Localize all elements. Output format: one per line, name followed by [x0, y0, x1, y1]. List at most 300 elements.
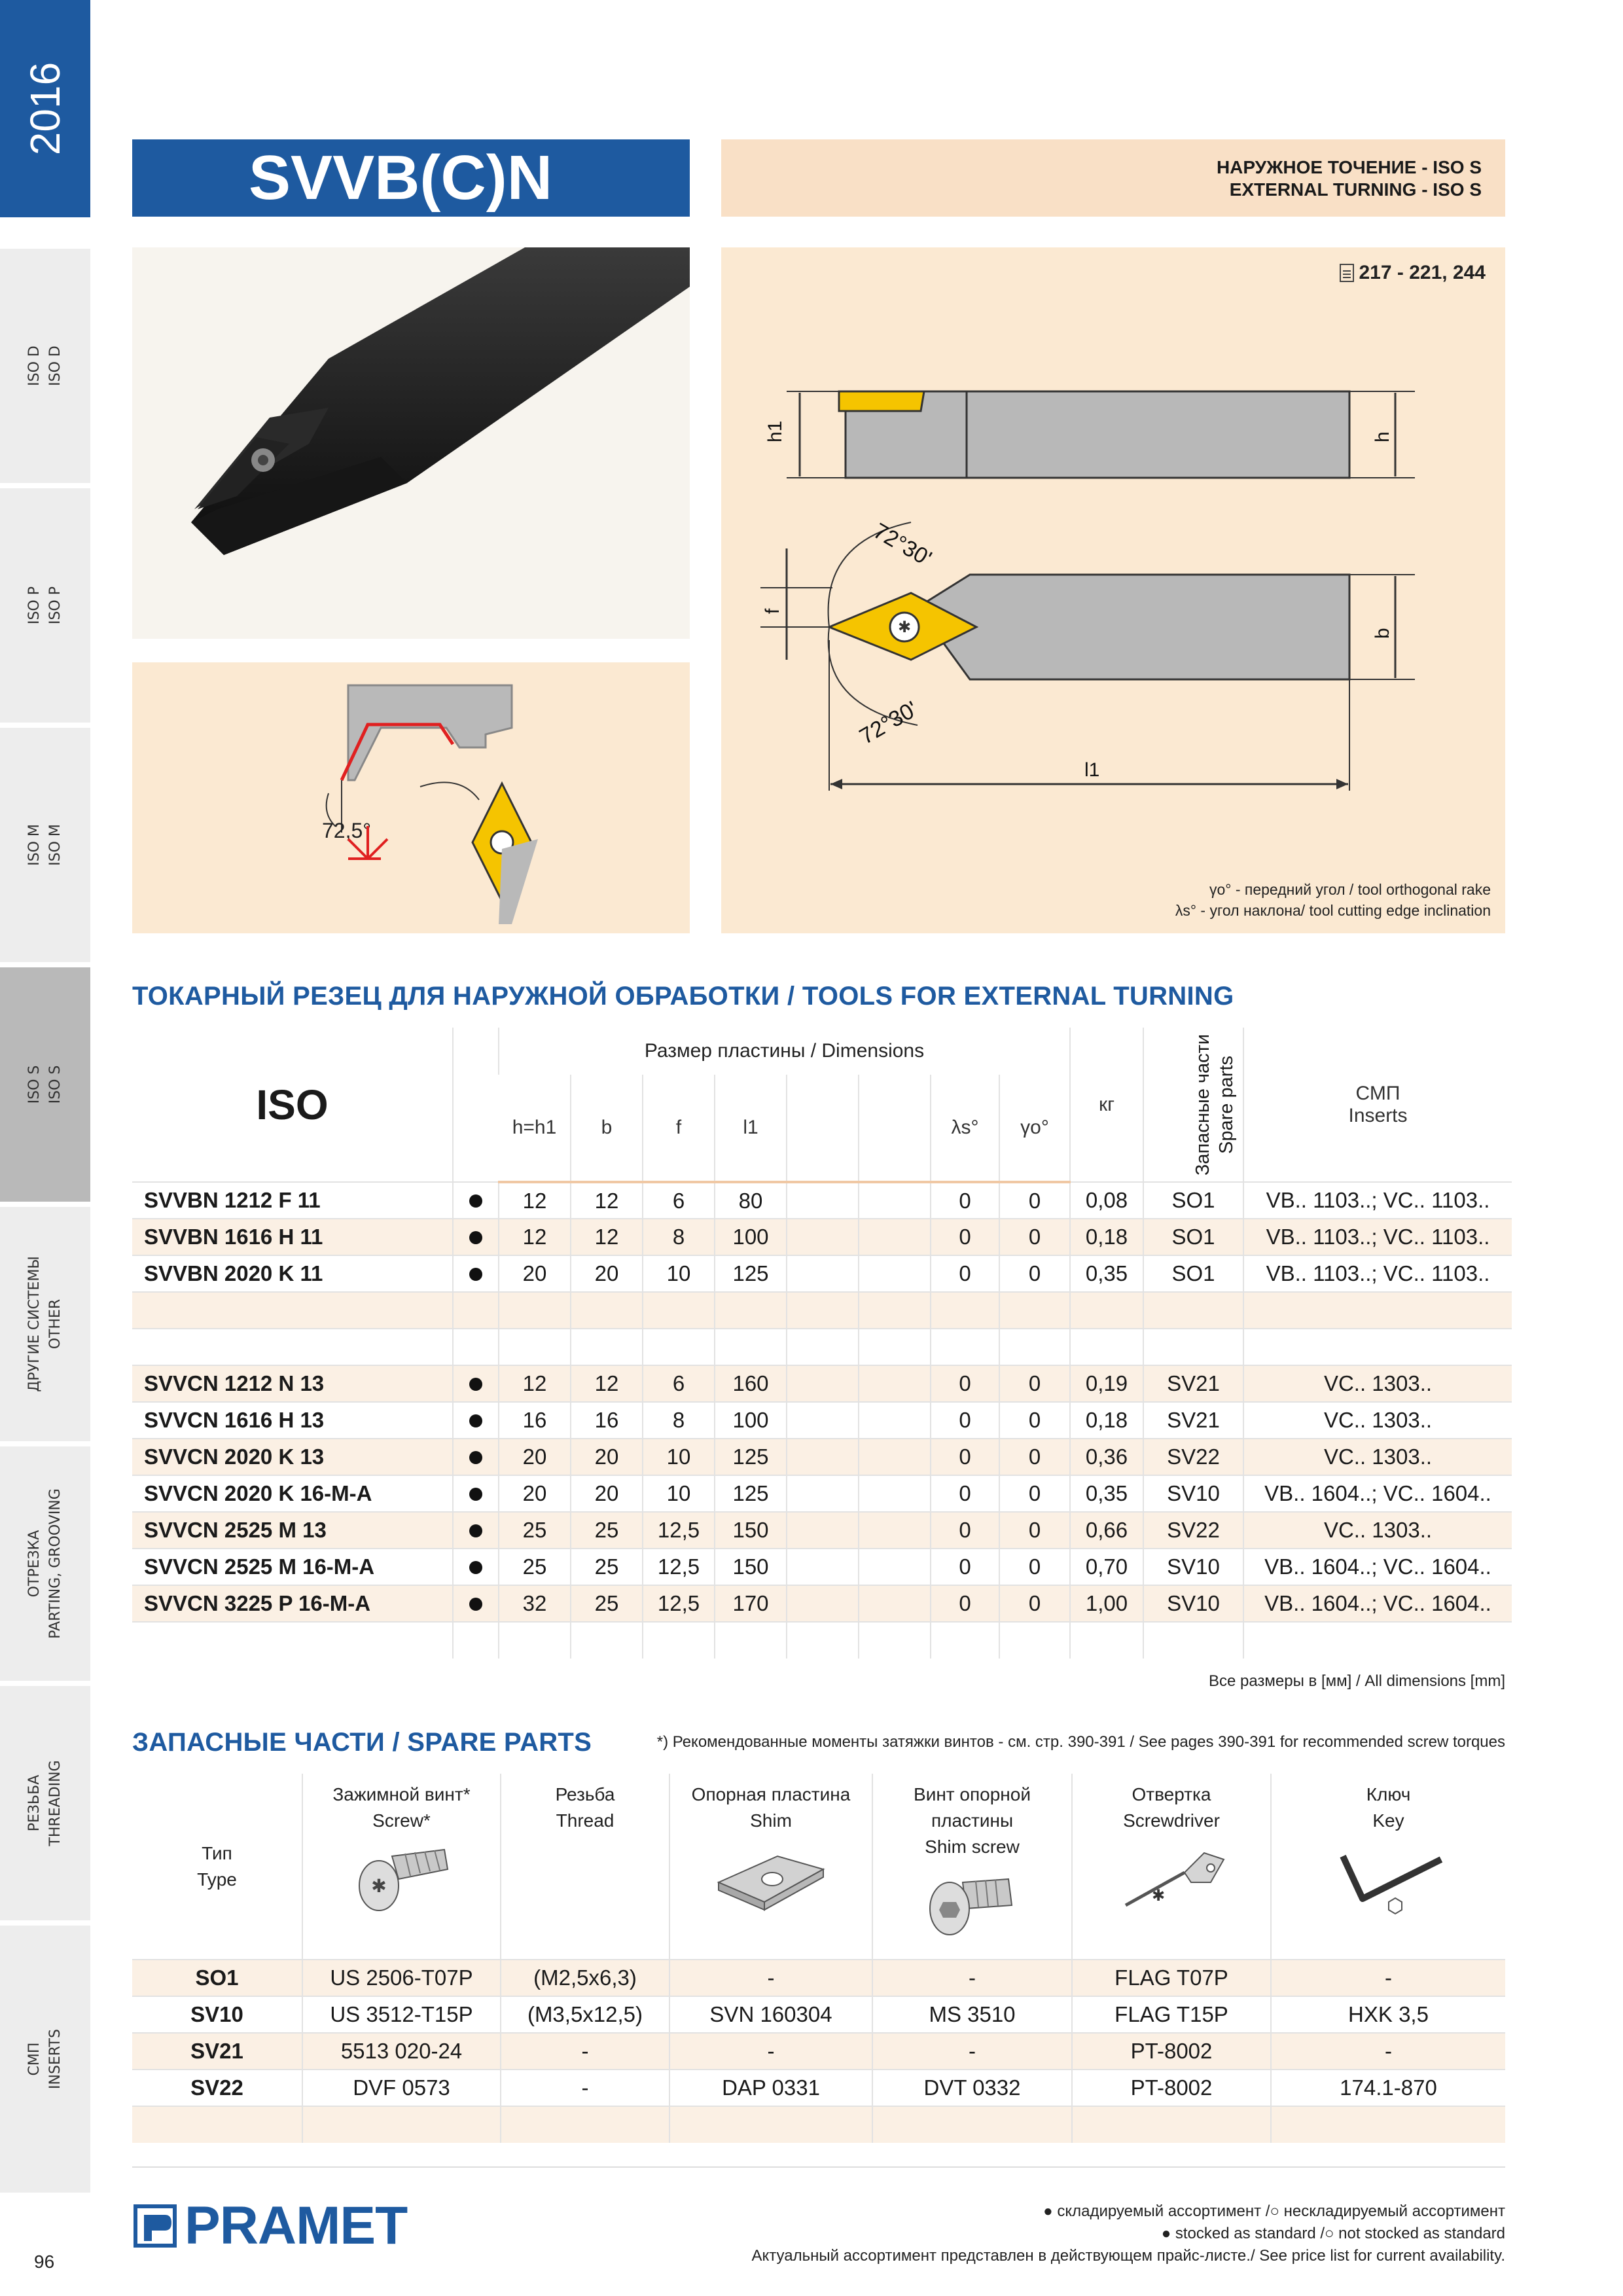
tool-code: SVVCN 1616 H 13: [132, 1402, 453, 1439]
cell-inserts: VC.. 1303..: [1243, 1365, 1512, 1402]
screwdriver-icon: [1113, 1843, 1230, 1915]
cell-shim-screw: DVT 0332: [872, 2070, 1072, 2106]
cell-empty: [787, 1475, 859, 1512]
year-label: 2016: [22, 62, 69, 156]
cell-empty: [859, 1622, 931, 1659]
cell-spare-parts: SV21: [1143, 1365, 1243, 1402]
rail-tab-label-en: ISO D: [47, 346, 63, 386]
cell-b: [571, 1329, 643, 1365]
cell-l1: 80: [715, 1182, 787, 1219]
cell-spare-parts: SV10: [1143, 1585, 1243, 1622]
table-row: [132, 1292, 1512, 1329]
rail-tab-label-en: OTHER: [47, 1299, 63, 1350]
profile-angle-label: 72,5°: [322, 819, 372, 842]
rail-tab-label-ru: СМП: [26, 2042, 43, 2076]
cell-f: [643, 1329, 715, 1365]
cell-key: [1271, 2106, 1505, 2143]
cell-shim-screw: MS 3510: [872, 1996, 1072, 2033]
col-empty-header: [787, 1075, 859, 1182]
cutting-profile-diagram: [132, 662, 690, 933]
cell-b: 25: [571, 1512, 643, 1549]
cell-weight: 0,70: [1070, 1549, 1143, 1585]
cell-empty: [787, 1622, 859, 1659]
price-list-note: Актуальный ассортимент представлен в действующем прайс-листе./ See price list for current availability.: [751, 2247, 1505, 2265]
rail-tab-other[interactable]: [0, 1204, 90, 1441]
cell-l1: [715, 1329, 787, 1365]
screwdriver-header-ru: Отвертка: [1132, 1784, 1211, 1804]
footer-notes: [751, 2200, 1505, 2267]
cell-h: [499, 1622, 571, 1659]
legend-lambda: λs° - угол наклона/ tool cutting edge inclination: [1175, 902, 1491, 919]
cell-type: SV10: [132, 1996, 302, 2033]
tool-code: SVVCN 2525 M 13: [132, 1512, 453, 1549]
cell-f: 10: [643, 1475, 715, 1512]
page-number: 96: [34, 2251, 55, 2272]
cell-screw: [302, 2106, 501, 2143]
screwdriver-header: [1072, 1774, 1271, 1960]
thread-header-ru: Резьба: [555, 1784, 615, 1804]
cell-thread: (M2,5x6,3): [501, 1960, 669, 1996]
cell-h: 12: [499, 1219, 571, 1255]
type-header-en: Type: [197, 1869, 237, 1890]
stock-indicator: [453, 1182, 499, 1219]
table-row: [132, 1960, 1505, 1996]
cell-empty: [787, 1219, 859, 1255]
rail-tab-iso-d[interactable]: [0, 246, 90, 483]
cell-key: -: [1271, 2033, 1505, 2070]
cell-type: SV21: [132, 2033, 302, 2070]
cell-b: 12: [571, 1219, 643, 1255]
cell-key: -: [1271, 1960, 1505, 1996]
stock-column-header: [453, 1028, 499, 1182]
cell-h: 25: [499, 1512, 571, 1549]
stocked-dot-icon: [469, 1488, 482, 1501]
stocked-dot-icon: [469, 1231, 482, 1244]
cell-gamma: 0: [999, 1475, 1070, 1512]
col-gamma-header: γo°: [999, 1075, 1070, 1182]
tool-code: SVVBN 1616 H 11: [132, 1219, 453, 1255]
rail-tab-label-ru: РЕЗЬБА: [26, 1774, 43, 1832]
rail-tab-threading[interactable]: [0, 1683, 90, 1920]
stocked-dot-icon: [469, 1378, 482, 1391]
cell-f: [643, 1292, 715, 1329]
product-title: SVVB(C)N: [132, 139, 690, 217]
rail-tab-iso-s[interactable]: [0, 965, 90, 1202]
cell-weight: [1070, 1292, 1143, 1329]
rail-tab-label-ru: ISO S: [26, 1065, 43, 1104]
cell-spare-parts: SV10: [1143, 1549, 1243, 1585]
shim-screw-header-ru: Винт опорной пластины: [914, 1784, 1031, 1831]
table-row: [132, 2033, 1505, 2070]
cell-lambda: 0: [931, 1512, 999, 1549]
page-reference-text: 217 - 221, 244: [1359, 262, 1486, 283]
table-row: [132, 1365, 1512, 1402]
footer-divider: [132, 2166, 1505, 2168]
screw-header-en: Screw*: [372, 1810, 431, 1831]
tool-code: SVVBN 2020 K 11: [132, 1255, 453, 1292]
category-en: EXTERNAL TURNING - ISO S: [1229, 179, 1482, 200]
table-row: [132, 1512, 1512, 1549]
cell-shim: -: [669, 2033, 872, 2070]
tool-photo: [132, 247, 690, 639]
stock-indicator: [453, 1549, 499, 1585]
cell-inserts: VB.. 1604..; VC.. 1604..: [1243, 1585, 1512, 1622]
cell-spare-parts: SV22: [1143, 1439, 1243, 1475]
key-header-ru: Ключ: [1366, 1784, 1411, 1804]
tool-code: SVVBN 1212 F 11: [132, 1182, 453, 1219]
tools-table: [132, 1028, 1512, 1659]
cell-empty: [859, 1402, 931, 1439]
shim-screw-icon: [923, 1869, 1022, 1941]
table-row: [132, 2070, 1505, 2106]
cell-l1: 150: [715, 1549, 787, 1585]
stock-indicator: [453, 1365, 499, 1402]
cell-spare-parts: SV22: [1143, 1512, 1243, 1549]
cell-screw: US 2506-T07P: [302, 1960, 501, 1996]
rail-tab-label-ru: ДРУГИЕ СИСТЕМЫ: [26, 1256, 43, 1392]
cell-lambda: [931, 1292, 999, 1329]
cell-screwdriver: FLAG T15P: [1072, 1996, 1271, 2033]
cell-empty: [859, 1439, 931, 1475]
cell-gamma: 0: [999, 1585, 1070, 1622]
cell-l1: 170: [715, 1585, 787, 1622]
rail-tab-iso-m[interactable]: [0, 725, 90, 962]
stock-note-en: ● stocked as standard /○ not stocked as standard: [1161, 2225, 1505, 2242]
stocked-dot-icon: [469, 1414, 482, 1427]
cell-lambda: 0: [931, 1549, 999, 1585]
cell-inserts: [1243, 1329, 1512, 1365]
cell-thread: [501, 2106, 669, 2143]
table-row: [132, 1475, 1512, 1512]
table-row: [132, 1255, 1512, 1292]
spare-parts-header-ru: Запасные части: [1192, 1033, 1214, 1175]
svg-text:✱: ✱: [1152, 1887, 1166, 1905]
cell-h: [499, 1292, 571, 1329]
stock-indicator: [453, 1512, 499, 1549]
cell-f: 10: [643, 1255, 715, 1292]
cell-spare-parts: [1143, 1292, 1243, 1329]
stocked-dot-icon: [469, 1561, 482, 1574]
cell-empty: [859, 1255, 931, 1292]
cell-weight: 0,08: [1070, 1182, 1143, 1219]
col-lambda-header: λs°: [931, 1075, 999, 1182]
cell-empty: [859, 1512, 931, 1549]
col-f-header: f: [643, 1075, 715, 1182]
angle-top-label: 72°30': [869, 518, 936, 571]
col-h-header: h=h1: [499, 1075, 571, 1182]
cell-empty: [787, 1585, 859, 1622]
cell-shim: [669, 2106, 872, 2143]
cell-weight: 0,18: [1070, 1219, 1143, 1255]
category-ru: НАРУЖНОЕ ТОЧЕНИЕ - ISO S: [1216, 157, 1482, 177]
cell-spare-parts: SO1: [1143, 1182, 1243, 1219]
cell-type: SV22: [132, 2070, 302, 2106]
table-row: [132, 1549, 1512, 1585]
table-row: [132, 1996, 1505, 2033]
cell-l1: 100: [715, 1402, 787, 1439]
table-row: [132, 1219, 1512, 1255]
cell-spare-parts: SO1: [1143, 1255, 1243, 1292]
cell-screw: 5513 020-24: [302, 2033, 501, 2070]
rail-tab-label-ru: ISO P: [26, 586, 43, 625]
cell-lambda: [931, 1622, 999, 1659]
cell-inserts: VB.. 1103..; VC.. 1103..: [1243, 1255, 1512, 1292]
cell-weight: 0,36: [1070, 1439, 1143, 1475]
spare-parts-header-en: Spare parts: [1216, 1055, 1238, 1154]
cell-b: 20: [571, 1255, 643, 1292]
section-rail: [0, 0, 90, 2193]
screwdriver-header-en: Screwdriver: [1123, 1810, 1220, 1831]
cell-weight: [1070, 1622, 1143, 1659]
cell-gamma: 0: [999, 1219, 1070, 1255]
rail-tab-inserts[interactable]: [0, 1923, 90, 2193]
cell-l1: 125: [715, 1475, 787, 1512]
cell-b: [571, 1622, 643, 1659]
cell-empty: [787, 1512, 859, 1549]
cutting-profile-panel: [132, 662, 690, 933]
shim-icon: [712, 1843, 830, 1915]
legend-gamma: γo° - передний угол / tool orthogonal rake: [1209, 881, 1491, 898]
dim-b-label: b: [1372, 628, 1393, 639]
cell-l1: [715, 1292, 787, 1329]
dim-h-label: h: [1372, 431, 1393, 442]
cell-weight: 0,19: [1070, 1365, 1143, 1402]
angle-bottom-label: 72°30': [855, 696, 922, 749]
cell-gamma: 0: [999, 1365, 1070, 1402]
cell-lambda: 0: [931, 1439, 999, 1475]
rail-tab-label-en: PARTING, GROOVING: [47, 1488, 63, 1639]
cell-screwdriver: PT-8002: [1072, 2070, 1271, 2106]
logo-mark-icon: [132, 2203, 178, 2249]
svg-text:✱: ✱: [897, 618, 912, 636]
cell-lambda: 0: [931, 1475, 999, 1512]
stock-indicator: [453, 1475, 499, 1512]
cell-f: 8: [643, 1402, 715, 1439]
col-l1-header: l1: [715, 1075, 787, 1182]
shim-header-en: Shim: [750, 1810, 792, 1831]
cell-weight: 0,66: [1070, 1512, 1143, 1549]
cell-empty: [859, 1329, 931, 1365]
cell-lambda: 0: [931, 1402, 999, 1439]
table-row: [132, 2106, 1505, 2143]
cell-h: 20: [499, 1475, 571, 1512]
key-header: [1271, 1774, 1505, 1960]
cell-empty: [787, 1292, 859, 1329]
cell-l1: [715, 1622, 787, 1659]
table-row: [132, 1402, 1512, 1439]
cell-h: [499, 1329, 571, 1365]
rail-tab-label-ru: ISO M: [26, 824, 43, 866]
stock-indicator: [453, 1292, 499, 1329]
cell-weight: 0,35: [1070, 1255, 1143, 1292]
cell-gamma: 0: [999, 1512, 1070, 1549]
rail-tab-parting[interactable]: [0, 1444, 90, 1681]
tool-code: [132, 1622, 453, 1659]
cell-h: 12: [499, 1182, 571, 1219]
cell-inserts: VB.. 1103..; VC.. 1103..: [1243, 1182, 1512, 1219]
cell-lambda: 0: [931, 1219, 999, 1255]
spare-parts-title: ЗАПАСНЫЕ ЧАСТИ / SPARE PARTS: [132, 1728, 592, 1757]
shim-screw-header-en: Shim screw: [925, 1837, 1020, 1857]
cell-empty: [787, 1402, 859, 1439]
cell-f: 12,5: [643, 1512, 715, 1549]
iso-header: ISO: [256, 1081, 329, 1128]
cell-screwdriver: FLAG T07P: [1072, 1960, 1271, 1996]
angle-legend: [1175, 879, 1491, 921]
cell-b: 20: [571, 1475, 643, 1512]
cell-lambda: 0: [931, 1585, 999, 1622]
inserts-header: [1243, 1028, 1512, 1182]
key-header-en: Key: [1372, 1810, 1404, 1831]
rail-tab-iso-p[interactable]: [0, 486, 90, 723]
inserts-header-ru: СМП: [1355, 1082, 1400, 1104]
cell-l1: 160: [715, 1365, 787, 1402]
stock-note-ru: ● складируемый ассортимент /○ нескладируемый ассортимент: [1043, 2202, 1505, 2220]
thread-header: [501, 1774, 669, 1960]
col-empty-header: [859, 1075, 931, 1182]
tools-table-title: ТОКАРНЫЙ РЕЗЕЦ ДЛЯ НАРУЖНОЙ ОБРАБОТКИ / TOOLS FOR EXTERNAL TURNING: [132, 982, 1234, 1011]
cell-inserts: VC.. 1303..: [1243, 1402, 1512, 1439]
cell-thread: (M3,5x12,5): [501, 1996, 669, 2033]
cell-b: 25: [571, 1585, 643, 1622]
cell-empty: [859, 1475, 931, 1512]
table-row: [132, 1585, 1512, 1622]
screw-header: [302, 1774, 501, 1960]
stock-indicator: [453, 1439, 499, 1475]
cell-shim-screw: -: [872, 2033, 1072, 2070]
shim-screw-header: [872, 1774, 1072, 1960]
dim-h1-label: h1: [764, 420, 786, 442]
cell-inserts: VB.. 1103..; VC.. 1103..: [1243, 1219, 1512, 1255]
cell-lambda: 0: [931, 1255, 999, 1292]
cell-inserts: VB.. 1604..; VC.. 1604..: [1243, 1475, 1512, 1512]
cell-inserts: [1243, 1292, 1512, 1329]
svg-text:✱: ✱: [370, 1876, 387, 1896]
cell-h: 12: [499, 1365, 571, 1402]
shim-header: [669, 1774, 872, 1960]
tool-code: SVVCN 1212 N 13: [132, 1365, 453, 1402]
logo-text: PRAMET: [185, 2196, 408, 2255]
cell-inserts: VB.. 1604..; VC.. 1604..: [1243, 1549, 1512, 1585]
cell-spare-parts: [1143, 1329, 1243, 1365]
cell-gamma: 0: [999, 1182, 1070, 1219]
cell-gamma: 0: [999, 1402, 1070, 1439]
cell-empty: [859, 1182, 931, 1219]
hex-key-icon: [1330, 1843, 1448, 1915]
rail-tab-label-en: INSERTS: [47, 2029, 63, 2089]
cell-l1: 125: [715, 1255, 787, 1292]
dimension-drawing: [721, 247, 1505, 933]
cell-empty: [859, 1219, 931, 1255]
cell-b: 12: [571, 1365, 643, 1402]
inserts-header-en: Inserts: [1348, 1104, 1408, 1126]
cell-gamma: 0: [999, 1439, 1070, 1475]
cell-screw: DVF 0573: [302, 2070, 501, 2106]
stock-indicator: [453, 1585, 499, 1622]
cell-spare-parts: [1143, 1622, 1243, 1659]
pramet-logo: [132, 2196, 408, 2255]
cell-gamma: [999, 1622, 1070, 1659]
tool-code: SVVCN 2525 M 16-M-A: [132, 1549, 453, 1585]
cell-shim: SVN 160304: [669, 1996, 872, 2033]
cell-type: SO1: [132, 1960, 302, 1996]
dim-l1-label: l1: [1084, 759, 1100, 781]
tool-holder-image: [132, 247, 690, 639]
cell-b: 16: [571, 1402, 643, 1439]
cell-empty: [787, 1329, 859, 1365]
cell-thread: -: [501, 2033, 669, 2070]
stocked-dot-icon: [469, 1194, 482, 1208]
dimensions-header: Размер пластины / Dimensions: [499, 1028, 1070, 1075]
torque-note: *) Рекомендованные моменты затяжки винтов - см. стр. 390-391 / See pages 390-391 for recommended screw torques: [656, 1733, 1505, 1751]
cell-f: 10: [643, 1439, 715, 1475]
cell-spare-parts: SO1: [1143, 1219, 1243, 1255]
cell-empty: [859, 1365, 931, 1402]
dim-f-label: f: [762, 608, 783, 614]
cell-h: 25: [499, 1549, 571, 1585]
cell-inserts: [1243, 1622, 1512, 1659]
cell-lambda: 0: [931, 1182, 999, 1219]
type-header-ru: Тип: [202, 1842, 232, 1863]
cell-f: 8: [643, 1219, 715, 1255]
cell-f: [643, 1622, 715, 1659]
cell-f: 6: [643, 1365, 715, 1402]
cell-empty: [859, 1292, 931, 1329]
stock-indicator: [453, 1219, 499, 1255]
cell-spare-parts: SV10: [1143, 1475, 1243, 1512]
stocked-dot-icon: [469, 1451, 482, 1464]
screw-icon: [353, 1843, 451, 1915]
cell-b: [571, 1292, 643, 1329]
cell-l1: 100: [715, 1219, 787, 1255]
cell-weight: [1070, 1329, 1143, 1365]
spare-parts-table: [132, 1774, 1505, 2143]
col-b-header: b: [571, 1075, 643, 1182]
cell-empty: [787, 1439, 859, 1475]
cell-empty: [859, 1549, 931, 1585]
tool-code: [132, 1329, 453, 1365]
rail-tab-label-en: THREADING: [47, 1760, 63, 1846]
table-row: [132, 1439, 1512, 1475]
cell-gamma: [999, 1292, 1070, 1329]
cell-shim: -: [669, 1960, 872, 1996]
cell-lambda: 0: [931, 1365, 999, 1402]
cell-key: HXK 3,5: [1271, 1996, 1505, 2033]
cell-shim-screw: -: [872, 1960, 1072, 1996]
tool-code: SVVCN 2020 K 16-M-A: [132, 1475, 453, 1512]
cell-f: 12,5: [643, 1549, 715, 1585]
stock-indicator: [453, 1622, 499, 1659]
stocked-dot-icon: [469, 1524, 482, 1537]
cell-empty: [787, 1182, 859, 1219]
cell-screw: US 3512-T15P: [302, 1996, 501, 2033]
cell-type: [132, 2106, 302, 2143]
screw-header-ru: Зажимной винт*: [332, 1784, 471, 1804]
cell-weight: 1,00: [1070, 1585, 1143, 1622]
technical-drawing: [721, 247, 1505, 933]
cell-weight: 0,18: [1070, 1402, 1143, 1439]
cell-h: 20: [499, 1255, 571, 1292]
spare-parts-header: [1143, 1028, 1243, 1182]
cell-b: 12: [571, 1182, 643, 1219]
cell-gamma: 0: [999, 1255, 1070, 1292]
cell-spare-parts: SV21: [1143, 1402, 1243, 1439]
cell-h: 20: [499, 1439, 571, 1475]
cell-screwdriver: [1072, 2106, 1271, 2143]
weight-header: кг: [1070, 1028, 1143, 1182]
cell-shim-screw: [872, 2106, 1072, 2143]
cell-empty: [787, 1255, 859, 1292]
